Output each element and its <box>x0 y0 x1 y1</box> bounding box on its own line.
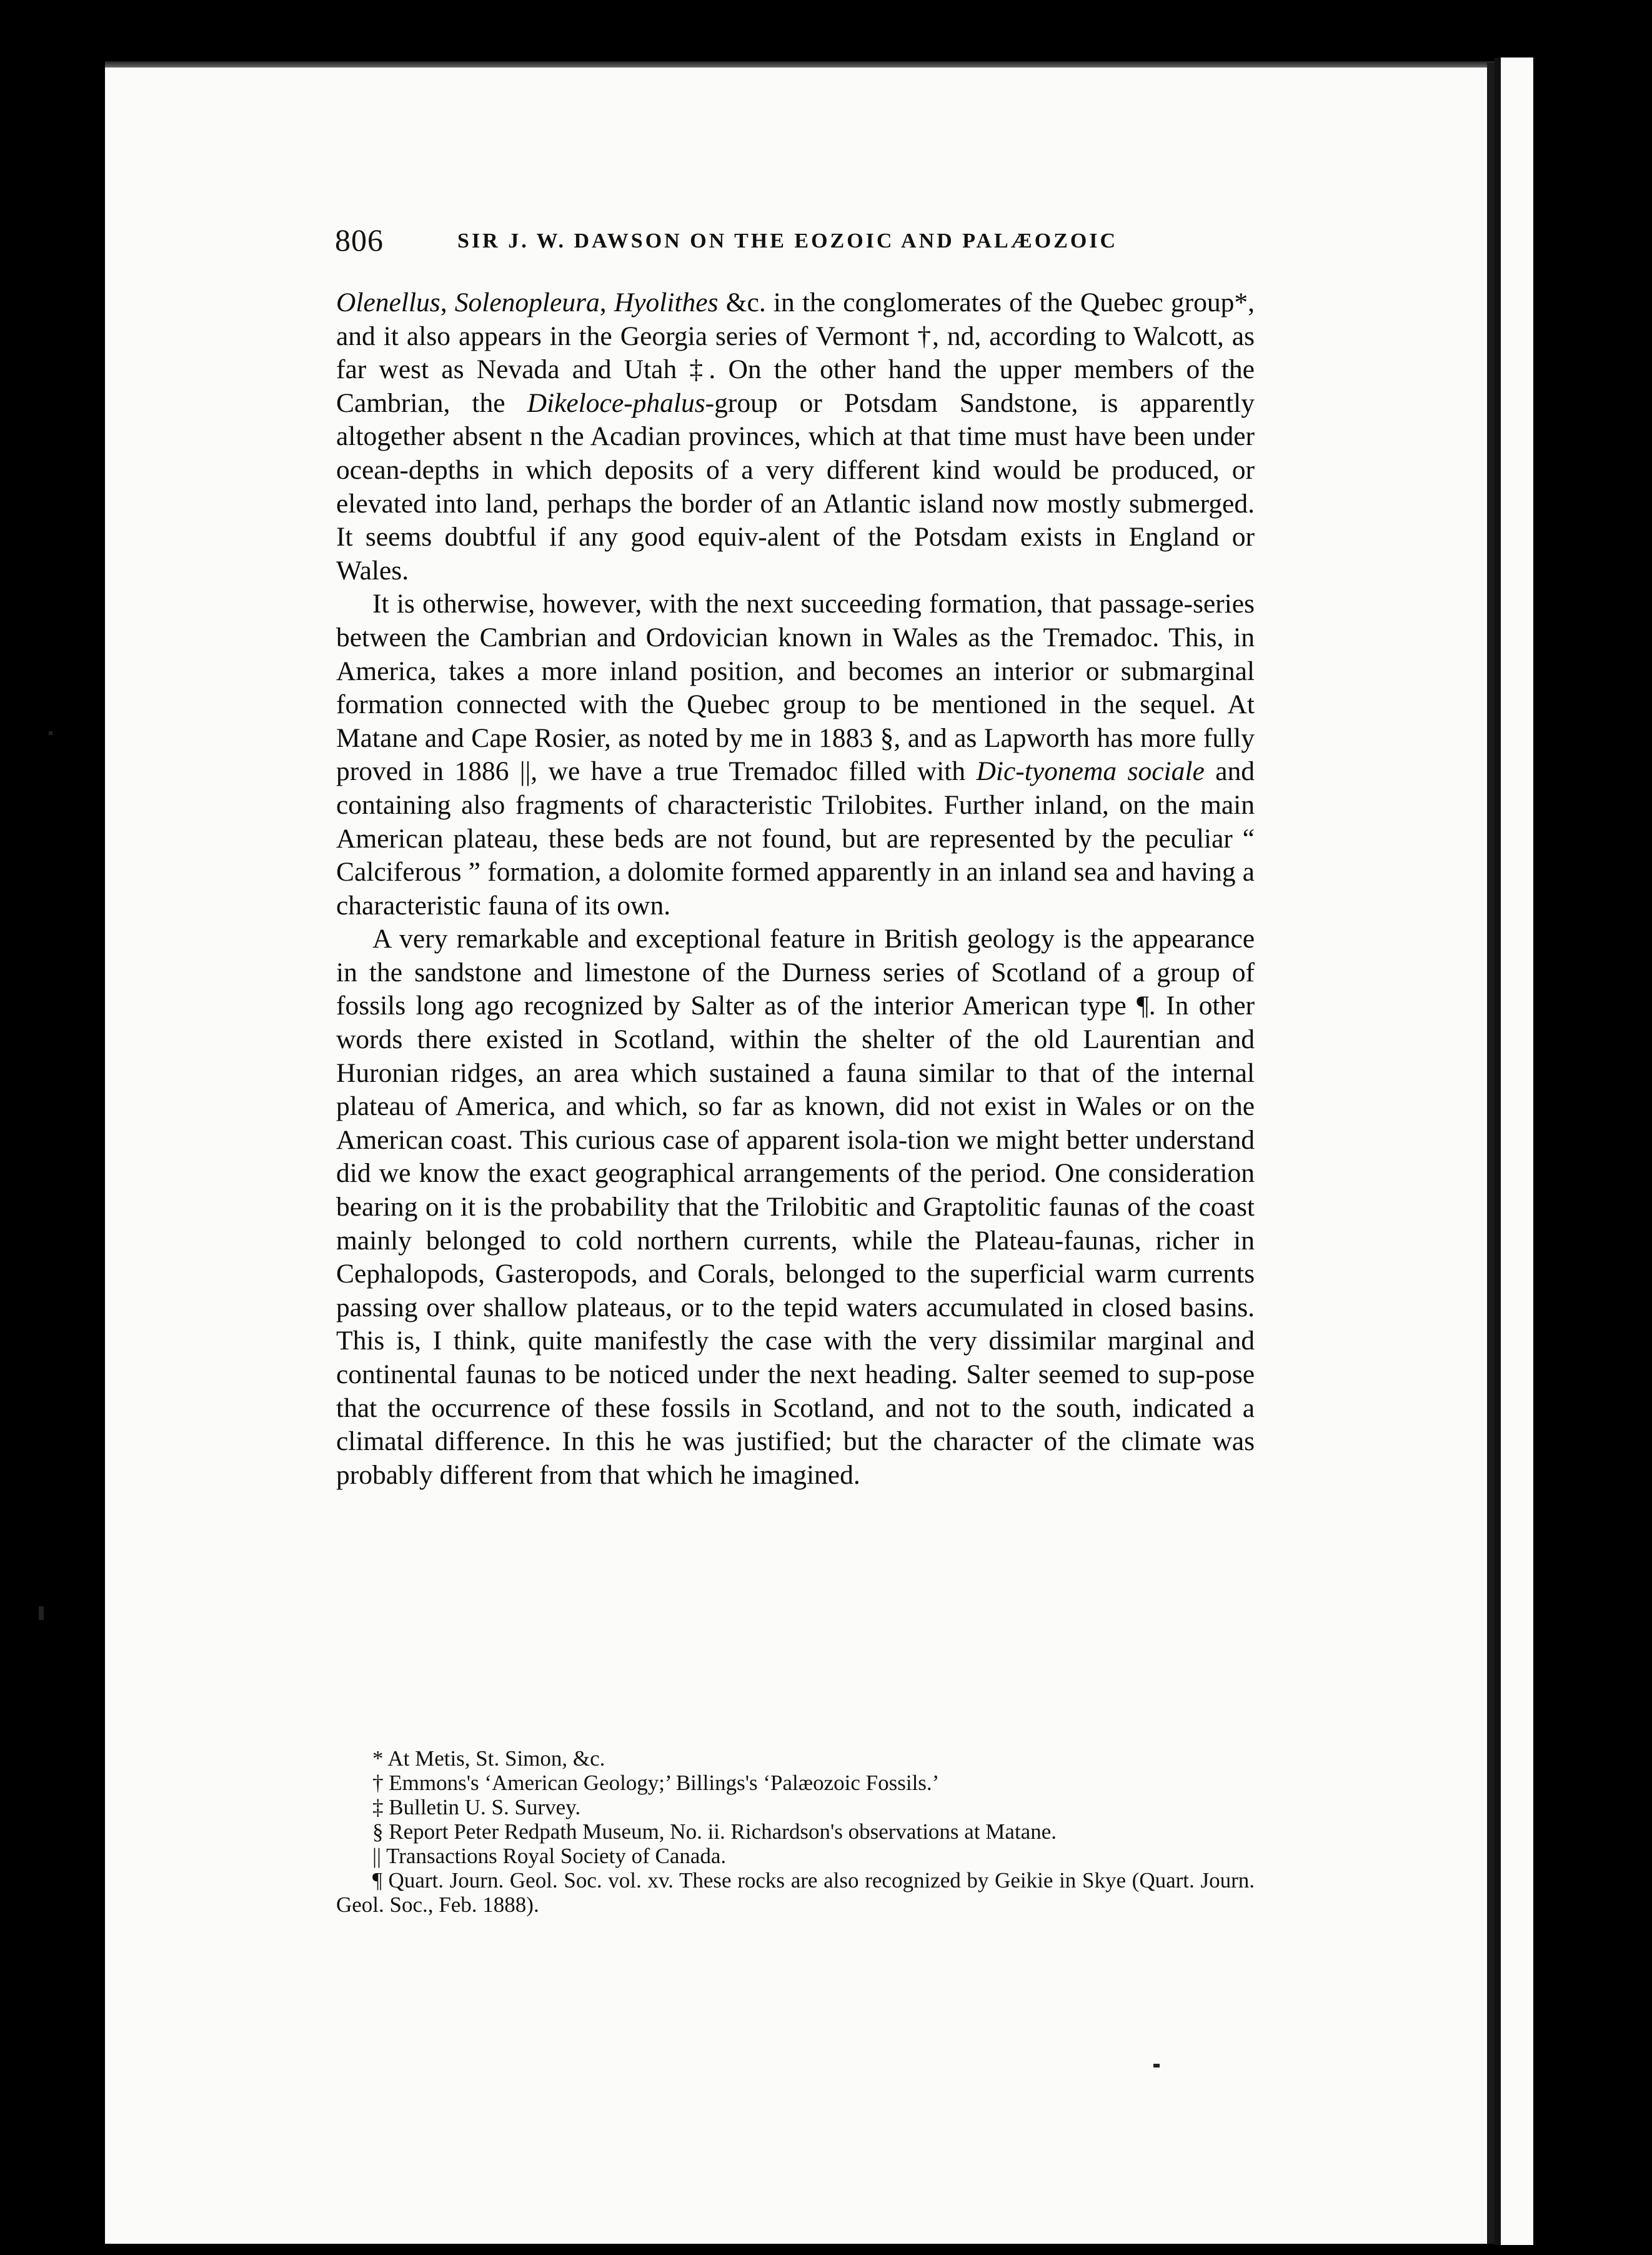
scan-speck <box>1153 2064 1160 2068</box>
page-header <box>335 222 1310 266</box>
facing-page-edge <box>1495 58 1533 2245</box>
footnotes <box>336 1746 1255 1917</box>
text-run: -group or Potsdam Sandstone, is apparently altogether absent n the Acadian provinces, which at that time must have been under ocean-depths in which deposits of a very different kind would be produced, or elevated into land, perhaps the border of an Atlantic island now mostly submerged. It seems doubtful if any good equiv-alent of the Potsdam exists in England or Wales. <box>336 388 1255 586</box>
footnote: || Transactions Royal Society of Canada. <box>372 1844 727 1868</box>
text-run: , <box>599 288 614 318</box>
text-run: , <box>440 288 455 318</box>
scan-speck <box>39 1606 44 1620</box>
italic-taxon: Hyolithes <box>614 288 719 318</box>
italic-taxon: Solenopleura <box>454 288 600 318</box>
paragraph-3 <box>336 922 1255 1492</box>
scan-speck <box>49 731 52 735</box>
paragraph-2 <box>336 588 1255 922</box>
footnote: ¶ Quart. Journ. Geol. Soc. vol. xv. These rocks are also recognized by Geikie in Skye (Quart. Journ. Geol. Soc., Feb. 1888). <box>336 1868 1255 1917</box>
text-run: It is otherwise, however, with the next succeeding formation, that passage-series between the Cambrian and Ordovician known in Wales as the Tremadoc. This, in America, takes a more inland position, and becomes an interior or submarginal formation connected with the Quebec group to be mentioned in the sequel. At Matane and Cape Rosier, as noted by me in 1883 §, and as Lapworth has more fully proved in 1886 ||, we have a true Tremadoc filled with <box>336 589 1255 787</box>
page-number: 806 <box>335 222 384 258</box>
text-run: &c. in the conglomerates of the Quebec group*, and it also appears in the Georgia series of Vermont †, nd, according to Walcott, as far west as Nevada and Utah ‡. On the other hand the upper members of the Cambrian, the <box>336 288 1255 418</box>
footnote: * At Metis, St. Simon, &c. <box>372 1746 605 1771</box>
italic-taxon: Dic-tyonema sociale <box>976 756 1205 787</box>
footnote: † Emmons's ‘American Geology;’ Billings's ‘Palæozoic Fossils.’ <box>372 1771 940 1795</box>
italic-taxon: Olenellus <box>336 288 440 318</box>
footnote: § Report Peter Redpath Museum, No. ii. Richardson's observations at Matane. <box>372 1819 1057 1844</box>
text-run: and containing also fragments of characteristic Trilobites. Further inland, on the main American plateau, these beds are not found, but are represented by the peculiar “ Calciferous ” formation, a dolomite formed apparently in an inland sea and having a characteristic fauna of its own. <box>336 756 1255 921</box>
text-run: A very remarkable and exceptional feature in British geology is the appearance in the sandstone and limestone of the Durness series of Scotland of a group of fossils long ago recognized by Salter as of the interior American type ¶. In other words there existed in Scotland, within the shelter of the old Laurentian and Huronian ridges, an area which sustained a fauna similar to that of the internal plateau of America, and which, so far as known, did not exist in Wales or on the American coast. This curious case of apparent isola-tion we might better understand did we know the exact geographical arrangements of the period. One consideration bearing on it is the probability that the Trilobitic and Graptolitic faunas of the coast mainly belonged to cold northern currents, while the Plateau-faunas, richer in Cephalopods, Gasteropods, and Corals, belonged to the superficial warm currents passing over shallow plateaus, or to the tepid waters accumulated in closed basins. This is, I think, quite manifestly the case with the very dissimilar marginal and continental faunas to be noticed under the next heading. Salter seemed to sup-pose that the occurrence of these fossils in Scotland, and not to the south, indicated a climatal difference. In this he was justified; but the character of the climate was probably different from that which he imagined. <box>336 924 1255 1490</box>
footnote: ‡ Bulletin U. S. Survey. <box>372 1795 581 1819</box>
body-text <box>336 286 1255 1492</box>
italic-taxon: Dikeloce-phalus <box>527 388 705 418</box>
running-head: SIR J. W. DAWSON ON THE EOZOIC AND PALÆOZOIC <box>457 229 1118 252</box>
paragraph-1 <box>336 286 1255 588</box>
